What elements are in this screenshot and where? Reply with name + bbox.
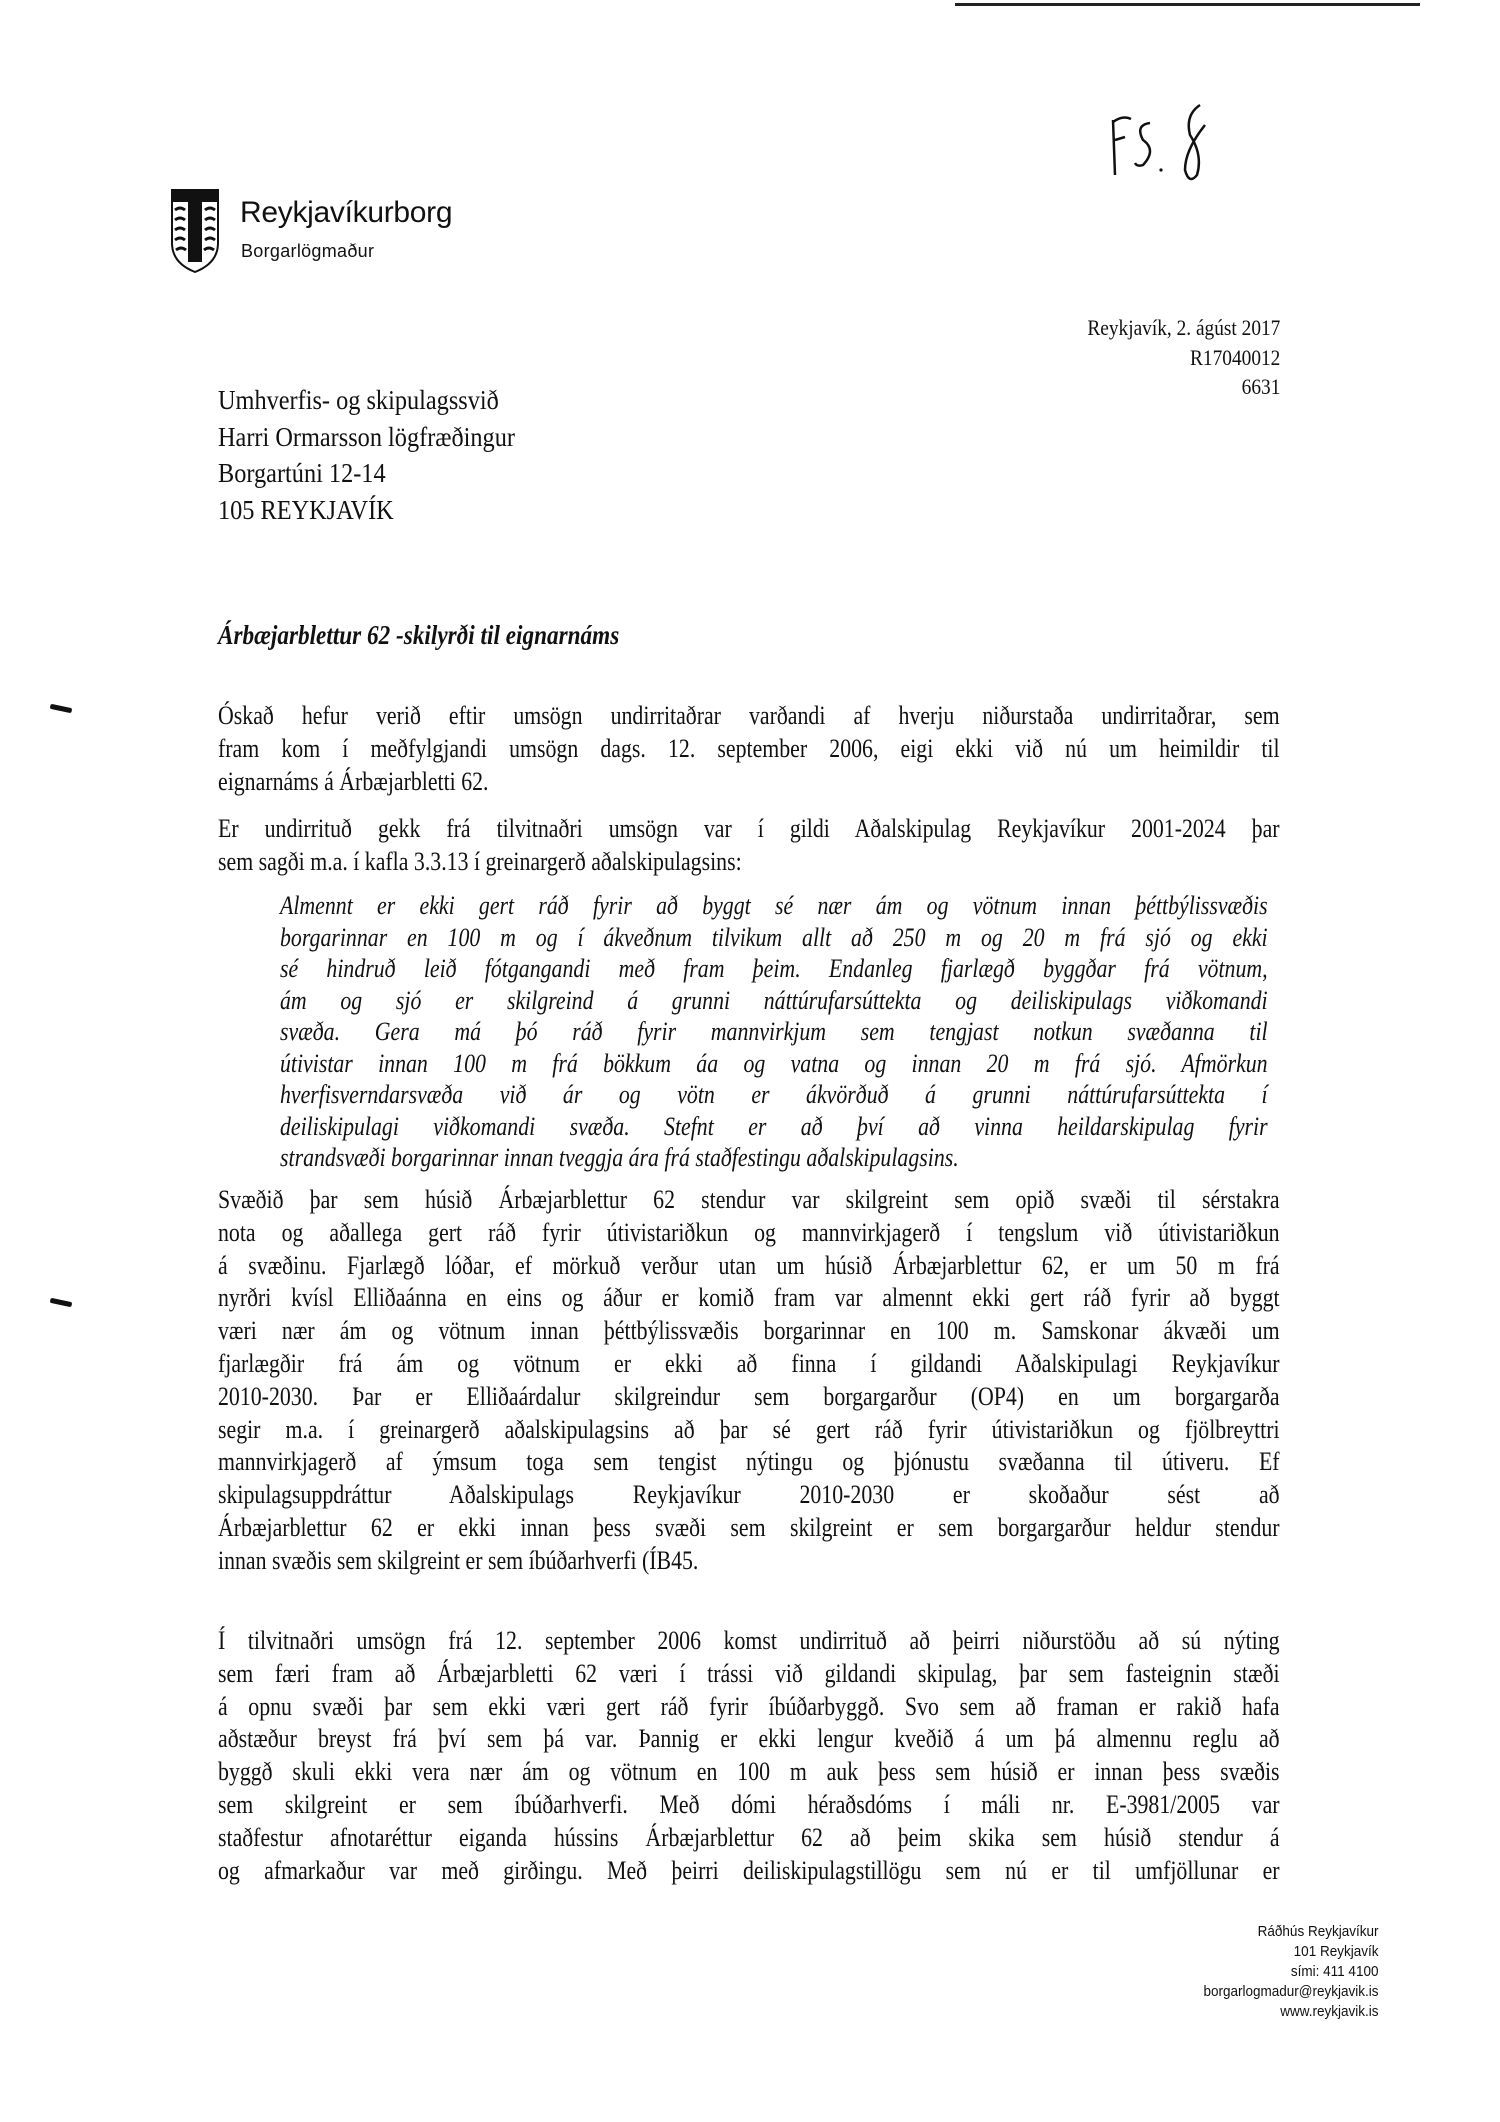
handwritten-annotation — [1105, 95, 1215, 190]
reykjavik-coat-of-arms-logo — [170, 188, 220, 274]
text-line — [280, 1079, 1268, 1111]
text-line-content: Almennt er ekki gert ráð fyrir að byggt sé nær ám og vötnum innan þéttbýlissvæðis — [280, 891, 1268, 920]
text-line-content: Árbæjarblettur 62 er ekki innan þess svæði sem skilgreint er sem borgargarður heldur stendur — [218, 1512, 1280, 1542]
text-line-content: útivistar innan 100 m frá bökkum áa og vatna og innan 20 m frá sjó. Afmörkun — [280, 1048, 1268, 1078]
date-block — [1061, 313, 1280, 402]
place-date: Reykjavík, 2. ágúst 2017 — [1086, 315, 1280, 340]
recipient-line: Borgartúni 12-14 — [218, 458, 386, 488]
text-line-content: sem færi fram að Árbæjarbletti 62 væri í trássi við gildandi skipulag, þar sem fasteignin stæði — [218, 1658, 1280, 1688]
text-line — [218, 1446, 1280, 1479]
text-line-content: skipulagsuppdráttur Aðalskipulags Reykjavíkur 2010-2030 er skoðaður sést að — [218, 1480, 1280, 1510]
footer-city: 101 Reykjavík — [1293, 1943, 1378, 1960]
text-line — [218, 1381, 1280, 1414]
text-line-content: deiliskipulagi viðkomandi svæða. Stefnt er að því að vinna heildarskipulag fyrir — [280, 1111, 1268, 1141]
scan-margin-mark — [50, 1298, 73, 1307]
text-line — [280, 1048, 1268, 1080]
text-line — [218, 1822, 1280, 1855]
text-line — [280, 890, 1268, 922]
recipient-line: Umhverfis- og skipulagssvið — [218, 385, 499, 415]
text-line-content: 2010-2030. Þar er Elliðaárdalur skilgreindur sem borgargarður (OP4) en um borgargarða — [218, 1381, 1280, 1411]
text-line-content: á opnu svæði þar sem ekki væri gert ráð fyrir íbúðarbyggð. Svo sem að framan er rakið hafa — [218, 1691, 1280, 1721]
footer-website: www.reykjavik.is — [1279, 2003, 1378, 2020]
text-line — [218, 1756, 1280, 1789]
paragraph — [218, 1625, 1280, 1887]
text-line-content: aðstæður breyst frá því sem þá var. Þannig er ekki lengur kveðið á um þá almennu reglu að — [218, 1724, 1280, 1754]
text-line-content: væri nær ám og vötnum innan þéttbýlissvæðis borgarinnar en 100 m. Samskonar ákvæði um — [218, 1316, 1280, 1346]
text-line-content: sé hindruð leið fótgangandi með fram þeim. Endanleg fjarlægð byggðar frá vötnum, — [280, 954, 1268, 983]
text-line — [218, 733, 1280, 766]
paragraph — [218, 1184, 1280, 1578]
text-line-content: fjarlægðir frá ám og vötnum er ekki að finna í gildandi Aðalskipulagi Reykjavíkur — [218, 1348, 1280, 1378]
text-line-content: fram kom í meðfylgjandi umsögn dags. 12. september 2006, eigi ekki við nú um heimildir til — [218, 733, 1280, 763]
text-line-content: á svæðinu. Fjarlægð lóðar, ef mörkuð verður utan um húsið Árbæjarblettur 62, er um 50 m frá — [218, 1250, 1280, 1280]
text-line — [280, 953, 1268, 985]
text-line — [280, 1142, 1268, 1174]
text-line-content: Óskað hefur verið eftir umsögn undirritaðrar varðandi af hverju niðurstaða undirritaðrar, sem — [218, 701, 1280, 730]
text-line-content: og afmarkaður var með girðingu. Með þeirri deiliskipulagstillögu sem nú er til umfjöllunar er — [218, 1855, 1280, 1885]
text-line — [218, 1691, 1280, 1724]
text-line — [218, 1479, 1280, 1512]
text-line — [218, 1658, 1280, 1691]
case-number: R17040012 — [1189, 344, 1280, 370]
organization-name: Reykjavíkurborg — [240, 196, 453, 229]
text-line-content: segir m.a. í greinargerð aðalskipulagsins að þar sé gert ráð fyrir útivistariðkun og fjölbreyttri — [218, 1414, 1280, 1444]
text-line — [218, 813, 1280, 846]
department-name: Borgarlögmaður — [241, 241, 375, 261]
subject-heading: Árbæjarblettur 62 -skilyrði til eignarnáms — [218, 620, 620, 650]
text-line-content: svæða. Gera má þó ráð fyrir mannvirkjum sem tengjast notkun svæðanna til — [280, 1017, 1268, 1046]
text-line — [218, 1625, 1280, 1658]
text-line-content: Er undirrituð gekk frá tilvitnaðri umsögn var í gildi Aðalskipulag Reykjavíkur 2001-2024 þar — [218, 814, 1280, 843]
text-line — [218, 1282, 1280, 1315]
footer-contact — [1184, 1922, 1378, 2022]
text-line — [280, 1016, 1268, 1048]
text-line — [218, 1315, 1280, 1348]
text-line-content: ám og sjó er skilgreind á grunni náttúrufarsúttekta og deiliskipulags viðkomandi — [280, 985, 1268, 1015]
text-line — [218, 1217, 1280, 1250]
footer-phone: sími: 411 4100 — [1290, 1963, 1378, 1980]
paragraph — [218, 813, 1280, 879]
text-line — [218, 1723, 1280, 1756]
text-line-content: mannvirkjagerð af ýmsum toga sem tengist nýtingu og þjónustu svæðanna til útiveru. Ef — [218, 1447, 1280, 1477]
text-line-content: innan svæðis sem skilgreint er sem íbúðarhverfi (ÍB45. — [218, 1545, 699, 1575]
scan-top-line — [955, 3, 1420, 6]
text-line — [218, 700, 1280, 733]
text-line-content: borgarinnar en 100 m og í ákveðnum tilvikum allt að 250 m og 20 m frá sjó og ekki — [280, 922, 1268, 952]
text-line — [218, 766, 1280, 799]
block-quote — [280, 890, 1268, 1174]
text-line-content: sem sagði m.a. í kafla 3.3.13 í greinargerð aðalskipulagsins: — [218, 846, 742, 876]
text-line-content: nyrðri kvísl Elliðaánna en eins og áður er komið fram var almennt ekki gert ráð fyrir að byggt — [218, 1283, 1280, 1313]
text-line-content: Svæðið þar sem húsið Árbæjarblettur 62 stendur var skilgreint sem opið svæði til sérstakra — [218, 1185, 1280, 1214]
text-line-content: strandsvæði borgarinnar innan tveggja ára frá staðfestingu aðalskipulagsins. — [280, 1143, 959, 1172]
recipient-line: 105 REYKJAVÍK — [218, 494, 394, 525]
text-line-content: byggð skuli ekki vera nær ám og vötnum en 100 m auk þess sem húsið er innan þess svæðis — [218, 1757, 1280, 1787]
text-line-content: nota og aðallega gert ráð fyrir útivistariðkun og mannvirkjagerð í tengslum við útivistariðkun — [218, 1217, 1280, 1247]
text-line — [218, 1184, 1280, 1217]
paragraph — [218, 700, 1280, 798]
text-line — [218, 846, 1280, 879]
footer-email: borgarlogmadur@reykjavik.is — [1202, 1983, 1378, 2000]
text-line — [218, 1789, 1280, 1822]
text-line — [218, 1348, 1280, 1381]
footer-address: Ráðhús Reykjavíkur — [1257, 1923, 1378, 1940]
text-line — [280, 1111, 1268, 1143]
reference-number: 6631 — [1241, 374, 1280, 399]
text-line — [218, 1512, 1280, 1545]
text-line-content: sem skilgreint er sem íbúðarhverfi. Með dómi héraðsdóms í máli nr. E-3981/2005 var — [218, 1789, 1280, 1819]
text-line — [280, 985, 1268, 1017]
recipient-line: Harri Ormarsson lögfræðingur — [218, 421, 515, 452]
text-line — [218, 1545, 1280, 1578]
text-line-content: hverfisverndarsvæða við ár og vötn er ákvörðuð á grunni náttúrufarsúttekta í — [280, 1080, 1268, 1109]
text-line — [218, 1855, 1280, 1888]
text-line — [218, 1250, 1280, 1283]
text-line — [218, 1414, 1280, 1447]
text-line-content: staðfestur afnotaréttur eiganda hússins Árbæjarblettur 62 að þeim skika sem húsið stendur á — [218, 1822, 1280, 1852]
text-line-content: eignarnáms á Árbæjarbletti 62. — [218, 766, 489, 796]
scan-margin-mark — [50, 704, 73, 713]
text-line-content: Í tilvitnaðri umsögn frá 12. september 2006 komst undirrituð að þeirri niðurstöðu að sú nýting — [218, 1626, 1280, 1655]
text-line — [280, 922, 1268, 954]
recipient-address — [218, 382, 548, 528]
